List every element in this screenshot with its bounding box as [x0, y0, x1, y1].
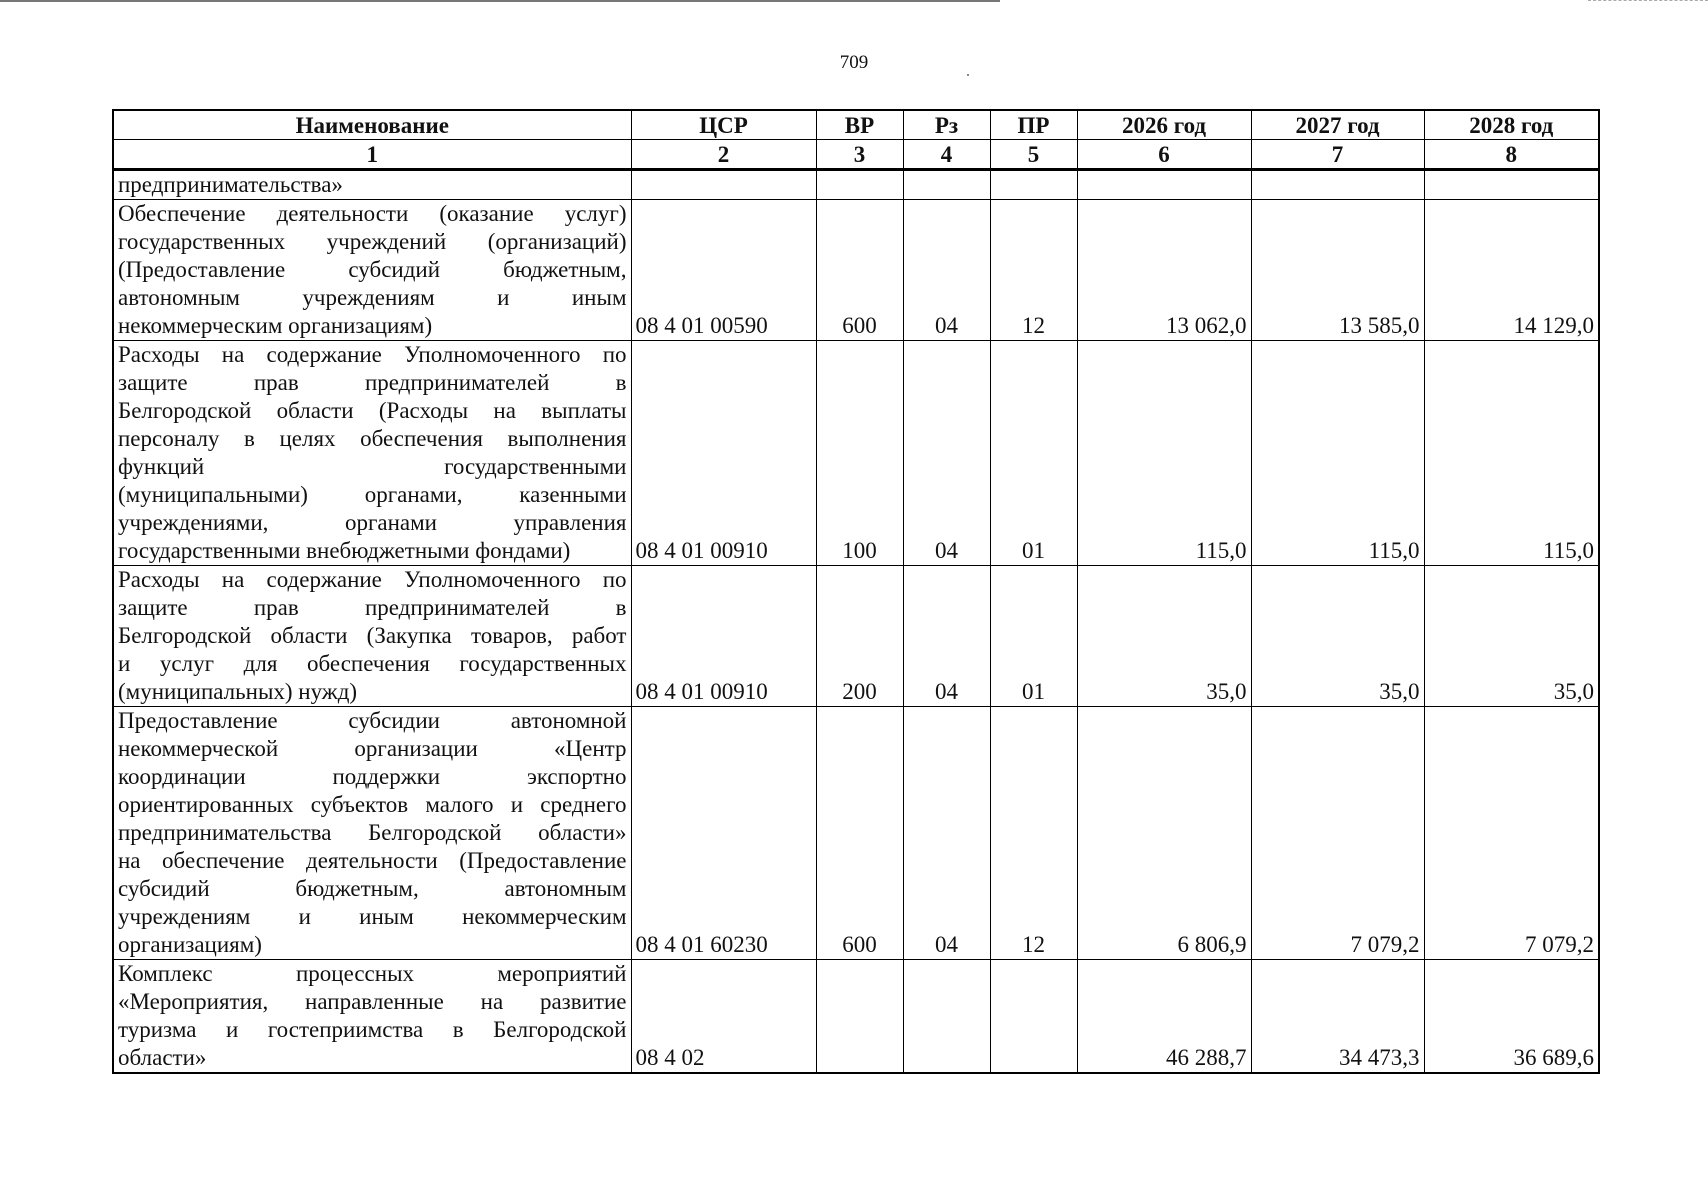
header-2028: 2028 год: [1424, 110, 1599, 140]
table-row: [113, 566, 1599, 707]
row-amount-2027: 35,0: [1251, 566, 1424, 707]
column-number-row: [113, 140, 1599, 170]
table-row: [113, 960, 1599, 1074]
row-vr: 200: [816, 566, 903, 707]
header-name: Наименование: [113, 110, 631, 140]
row-name-line: государственными внебюджетными фондами): [118, 538, 571, 563]
row-name: [113, 170, 631, 200]
row-name-line: защите прав предпринимателей в: [118, 595, 627, 620]
scan-speck: [967, 74, 969, 76]
row-csr: 08 4 01 00910: [631, 566, 816, 707]
row-amount-2028: 36 689,6: [1424, 960, 1599, 1074]
row-name-line: защите прав предпринимателей в: [118, 370, 627, 395]
row-pr: [990, 170, 1077, 200]
row-name-line: области»: [118, 1045, 207, 1070]
header-rz: Рз: [903, 110, 990, 140]
row-name-line: учреждениям и иным некоммерческим: [118, 904, 627, 929]
row-name-line: Комплекс процессных мероприятий: [118, 961, 627, 986]
row-name-line: (Предоставление субсидий бюджетным,: [118, 257, 627, 282]
scan-top-edge-right: [1588, 0, 1708, 1]
row-amount-2027: 7 079,2: [1251, 707, 1424, 960]
row-name-line: на обеспечение деятельности (Предоставление: [118, 848, 627, 873]
row-name-line: государственных учреждений (организаций): [118, 229, 627, 254]
row-amount-2027: 115,0: [1251, 341, 1424, 566]
row-name-line: (муниципальными) органами, казенными: [118, 482, 627, 507]
row-name-line: некоммерческой организации «Центр: [118, 736, 627, 761]
row-name-line: Предоставление субсидии автономной: [118, 708, 627, 733]
row-rz: 04: [903, 341, 990, 566]
column-number: 4: [903, 140, 990, 170]
row-pr: 12: [990, 707, 1077, 960]
row-amount-2028: 7 079,2: [1424, 707, 1599, 960]
row-pr: 01: [990, 341, 1077, 566]
row-pr: 01: [990, 566, 1077, 707]
row-name-line: некоммерческим организациям): [118, 313, 433, 338]
row-amount-2028: [1424, 170, 1599, 200]
row-amount-2027: [1251, 170, 1424, 200]
row-rz: 04: [903, 200, 990, 341]
row-vr: [816, 170, 903, 200]
row-amount-2026: 35,0: [1077, 566, 1251, 707]
column-number: 5: [990, 140, 1077, 170]
row-vr: 600: [816, 707, 903, 960]
row-name-line: функций государственными: [118, 454, 627, 479]
row-amount-2026: 13 062,0: [1077, 200, 1251, 341]
column-number: 2: [631, 140, 816, 170]
column-number: 1: [113, 140, 631, 170]
row-csr: 08 4 02: [631, 960, 816, 1074]
table-row: [113, 200, 1599, 341]
row-amount-2028: 35,0: [1424, 566, 1599, 707]
row-rz: [903, 170, 990, 200]
table-body: [113, 170, 1599, 1074]
row-csr: [631, 170, 816, 200]
table-row: [113, 170, 1599, 200]
row-vr: 600: [816, 200, 903, 341]
row-name-line: и услуг для обеспечения государственных: [118, 651, 627, 676]
row-name-line: учреждениями, органами управления: [118, 510, 627, 535]
header-csr: ЦСР: [631, 110, 816, 140]
row-name: [113, 960, 631, 1074]
scan-top-edge: [0, 0, 1000, 2]
row-amount-2028: 115,0: [1424, 341, 1599, 566]
row-name-line: предпринимательства Белгородской области»: [118, 820, 627, 845]
header-pr: ПР: [990, 110, 1077, 140]
row-name-line: персоналу в целях обеспечения выполнения: [118, 426, 627, 451]
row-rz: [903, 960, 990, 1074]
row-vr: [816, 960, 903, 1074]
row-pr: 12: [990, 200, 1077, 341]
row-name: [113, 707, 631, 960]
row-amount-2026: 115,0: [1077, 341, 1251, 566]
row-csr: 08 4 01 00910: [631, 341, 816, 566]
row-name-line: Белгородской области (Закупка товаров, работ: [118, 623, 627, 648]
row-pr: [990, 960, 1077, 1074]
row-name-line: координации поддержки экспортно: [118, 764, 627, 789]
column-number: 3: [816, 140, 903, 170]
row-name: [113, 566, 631, 707]
row-amount-2026: 6 806,9: [1077, 707, 1251, 960]
header-2026: 2026 год: [1077, 110, 1251, 140]
header-row: [113, 110, 1599, 140]
row-name-line: субсидий бюджетным, автономным: [118, 876, 627, 901]
row-amount-2027: 34 473,3: [1251, 960, 1424, 1074]
row-name-line: Расходы на содержание Уполномоченного по: [118, 342, 627, 367]
row-name: [113, 341, 631, 566]
column-number: 6: [1077, 140, 1251, 170]
row-name-line: предпринимательства»: [118, 172, 343, 197]
row-amount-2026: 46 288,7: [1077, 960, 1251, 1074]
row-name-line: Расходы на содержание Уполномоченного по: [118, 567, 627, 592]
header-vr: ВР: [816, 110, 903, 140]
row-amount-2027: 13 585,0: [1251, 200, 1424, 341]
row-csr: 08 4 01 60230: [631, 707, 816, 960]
table-row: [113, 707, 1599, 960]
column-number: 8: [1424, 140, 1599, 170]
row-name: [113, 200, 631, 341]
row-name-line: туризма и гостеприимства в Белгородской: [118, 1017, 627, 1042]
row-amount-2028: 14 129,0: [1424, 200, 1599, 341]
row-name-line: (муниципальных) нужд): [118, 679, 358, 704]
row-name-line: автономным учреждениям и иным: [118, 285, 627, 310]
header-2027: 2027 год: [1251, 110, 1424, 140]
row-name-line: Обеспечение деятельности (оказание услуг): [118, 201, 627, 226]
page-number: 709: [839, 52, 869, 73]
row-name-line: организациям): [118, 932, 262, 957]
row-name-line: Белгородской области (Расходы на выплаты: [118, 398, 627, 423]
row-csr: 08 4 01 00590: [631, 200, 816, 341]
row-rz: 04: [903, 707, 990, 960]
row-name-line: ориентированных субъектов малого и среднего: [118, 792, 627, 817]
budget-table: [112, 109, 1600, 1074]
row-name-line: «Мероприятия, направленные на развитие: [118, 989, 627, 1014]
table-row: [113, 341, 1599, 566]
row-amount-2026: [1077, 170, 1251, 200]
row-rz: 04: [903, 566, 990, 707]
row-vr: 100: [816, 341, 903, 566]
column-number: 7: [1251, 140, 1424, 170]
